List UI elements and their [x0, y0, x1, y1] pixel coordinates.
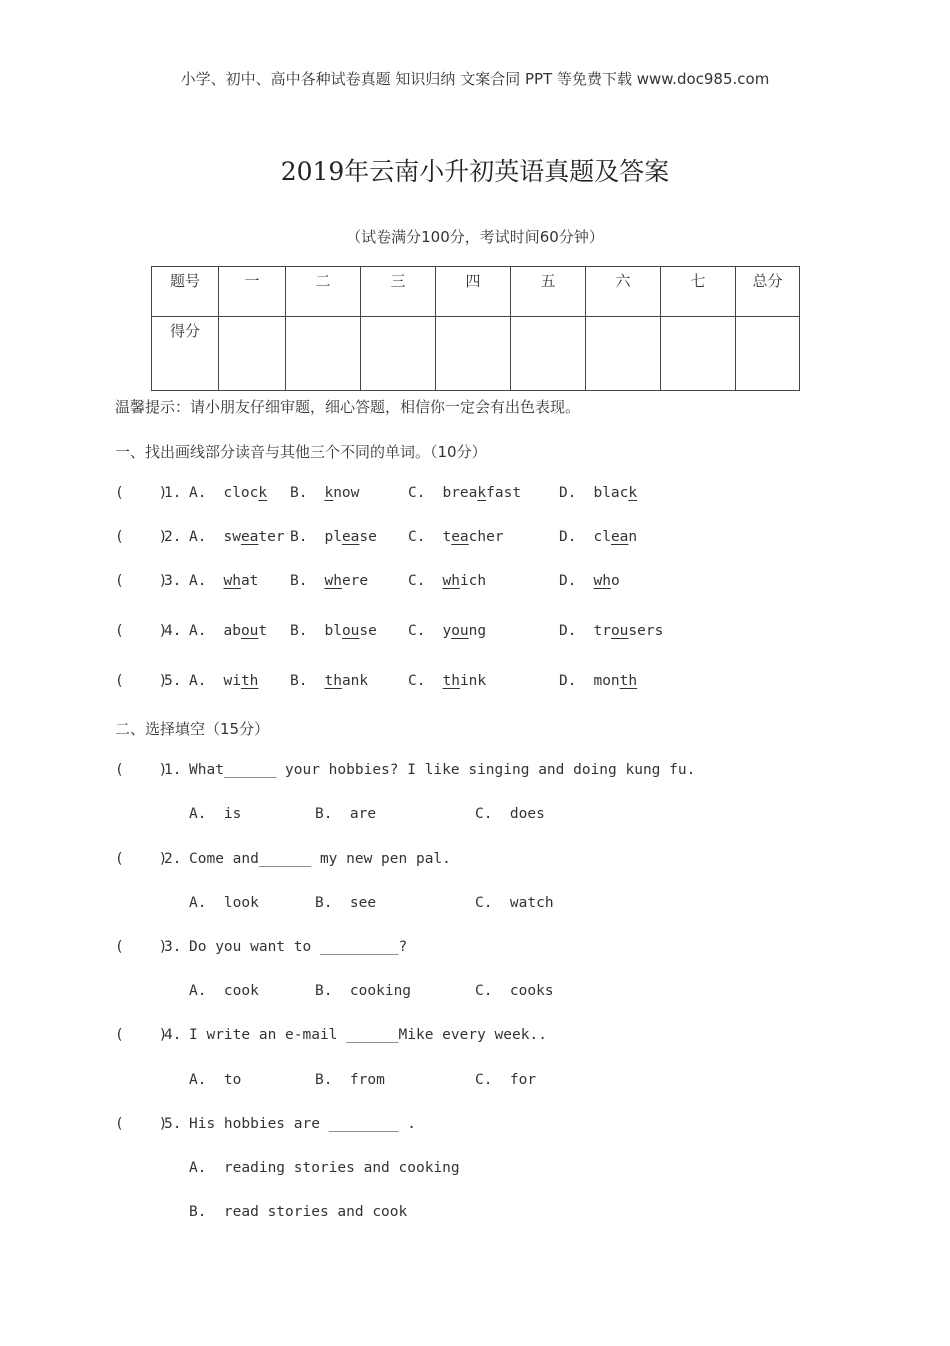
question-number: 2.	[164, 851, 182, 867]
option-word-prefix: wi	[223, 673, 241, 689]
score-cell: 三	[361, 267, 436, 317]
score-input-cell[interactable]	[736, 317, 800, 391]
option-word-underlined: k	[258, 485, 268, 501]
answer-option	[189, 623, 267, 639]
option-letter: C.	[408, 485, 426, 501]
option-word-suffix: se	[359, 529, 377, 545]
option-word-underlined: wh	[593, 573, 611, 589]
option-word-underlined: k	[477, 485, 487, 501]
score-cell: 七	[661, 267, 736, 317]
option-word-suffix: n	[628, 529, 638, 545]
score-cell-label: 题号	[152, 267, 219, 317]
option-letter: C.	[408, 529, 426, 545]
option-word-underlined: th	[442, 673, 460, 689]
answer-bracket[interactable]: ( )	[115, 485, 168, 501]
answer-option	[290, 573, 368, 589]
score-cell: 四	[436, 267, 511, 317]
answer-bracket[interactable]: ( )	[115, 851, 168, 867]
answer-option: C. watch	[475, 895, 554, 911]
score-input-cell[interactable]	[286, 317, 361, 391]
score-cell: 二	[286, 267, 361, 317]
option-word-prefix: brea	[442, 485, 478, 501]
option-word-prefix: bl	[324, 623, 342, 639]
option-letter: D.	[559, 573, 577, 589]
page-title: 2019年云南小升初英语真题及答案	[280, 157, 670, 186]
option-word-prefix: ab	[223, 623, 241, 639]
option-word-prefix: blac	[593, 485, 629, 501]
option-word-suffix: cher	[468, 529, 504, 545]
question-stem: Do you want to _________?	[189, 939, 408, 955]
answer-option	[408, 529, 504, 545]
score-table	[151, 266, 800, 391]
option-letter: B.	[290, 485, 308, 501]
option-word-suffix: se	[359, 623, 377, 639]
option-word-underlined: ou	[451, 623, 469, 639]
question-stem: What______ your hobbies? I like singing and doing kung fu.	[189, 762, 696, 778]
option-word-suffix: at	[240, 573, 259, 589]
answer-option	[559, 623, 663, 639]
score-cell-label: 得分	[152, 317, 219, 391]
answer-option	[559, 485, 637, 501]
question-number: 2.	[164, 529, 182, 545]
option-letter: B.	[290, 623, 308, 639]
answer-option	[559, 529, 637, 545]
answer-option: B. from	[315, 1072, 385, 1088]
option-word-prefix: cloc	[223, 485, 259, 501]
question-number: 1.	[164, 762, 182, 778]
option-word-underlined: ea	[240, 529, 259, 545]
answer-bracket[interactable]: ( )	[115, 573, 168, 589]
option-word-prefix: mon	[593, 673, 620, 689]
answer-option	[290, 485, 359, 501]
answer-bracket[interactable]: ( )	[115, 623, 168, 639]
option-letter: A.	[189, 485, 207, 501]
option-letter: D.	[559, 623, 577, 639]
question-stem: I write an e-mail ______Mike every week..	[189, 1027, 547, 1043]
option-letter: C.	[408, 573, 426, 589]
answer-option	[290, 673, 368, 689]
answer-bracket[interactable]: ( )	[115, 762, 168, 778]
option-word-suffix: ink	[459, 673, 487, 689]
score-input-cell[interactable]	[511, 317, 586, 391]
score-cell: 五	[511, 267, 586, 317]
exam-subtitle: （试卷满分100分，考试时间60分钟）	[346, 228, 604, 246]
question-number: 3.	[164, 939, 182, 955]
answer-option	[408, 623, 486, 639]
answer-option: A. cook	[189, 983, 259, 999]
option-letter: D.	[559, 673, 577, 689]
answer-option	[408, 485, 521, 501]
option-letter: A.	[189, 673, 207, 689]
option-word-prefix: tr	[593, 623, 611, 639]
option-word-underlined: wh	[223, 573, 241, 589]
option-word-suffix: ter	[258, 529, 285, 545]
option-word-underlined: th	[619, 673, 638, 689]
answer-option: A. reading stories and cooking	[189, 1160, 460, 1176]
question-number: 4.	[164, 1027, 182, 1043]
option-letter: B.	[290, 529, 308, 545]
score-input-cell[interactable]	[586, 317, 661, 391]
answer-option: B. cooking	[315, 983, 412, 999]
answer-bracket[interactable]: ( )	[115, 673, 168, 689]
option-word-suffix: o	[610, 573, 620, 589]
answer-option	[189, 673, 258, 689]
answer-option	[408, 673, 486, 689]
answer-option: B. read stories and cook	[189, 1204, 408, 1220]
answer-option: B. are	[315, 806, 377, 822]
answer-bracket[interactable]: ( )	[115, 1116, 168, 1132]
option-word-underlined: ea	[451, 529, 469, 545]
option-letter: A.	[189, 623, 207, 639]
option-letter: C.	[408, 673, 426, 689]
answer-option	[290, 529, 377, 545]
score-input-cell[interactable]	[219, 317, 286, 391]
option-word-suffix: sers	[628, 623, 664, 639]
score-cell-total: 总分	[736, 267, 800, 317]
option-word-underlined: ou	[240, 623, 259, 639]
score-table-score-row	[152, 317, 800, 391]
score-input-cell[interactable]	[436, 317, 511, 391]
option-word-underlined: ea	[610, 529, 629, 545]
answer-option: A. is	[189, 806, 242, 822]
section2-heading: 二、选择填空（15分）	[115, 720, 270, 738]
option-word-prefix: y	[442, 623, 452, 639]
answer-bracket[interactable]: ( )	[115, 1027, 168, 1043]
option-word-suffix: ere	[341, 573, 369, 589]
score-cell: 六	[586, 267, 661, 317]
question-number: 5.	[164, 1116, 182, 1132]
option-letter: A.	[189, 573, 207, 589]
option-letter: C.	[408, 623, 426, 639]
option-letter: A.	[189, 529, 207, 545]
score-input-cell[interactable]	[361, 317, 436, 391]
answer-option: B. see	[315, 895, 377, 911]
answer-option: C. for	[475, 1072, 537, 1088]
answer-option	[189, 485, 267, 501]
option-word-suffix: t	[258, 623, 268, 639]
answer-option	[189, 573, 258, 589]
option-word-suffix: ng	[468, 623, 487, 639]
option-letter: D.	[559, 529, 577, 545]
option-word-prefix: t	[442, 529, 452, 545]
section1-heading: 一、找出画线部分读音与其他三个不同的单词。（10分）	[115, 443, 487, 461]
question-stem: Come and______ my new pen pal.	[189, 851, 451, 867]
answer-option	[559, 573, 620, 589]
option-letter: D.	[559, 485, 577, 501]
option-word-prefix: pl	[324, 529, 342, 545]
answer-option: A. to	[189, 1072, 242, 1088]
option-word-underlined: ou	[341, 623, 360, 639]
option-word-underlined: ou	[610, 623, 629, 639]
score-table-header-row	[152, 267, 800, 317]
option-word-underlined: ea	[341, 529, 360, 545]
option-word-prefix: sw	[223, 529, 241, 545]
answer-option	[559, 673, 637, 689]
question-number: 5.	[164, 673, 182, 689]
option-word-suffix: ank	[341, 673, 369, 689]
option-word-suffix: now	[333, 485, 360, 501]
question-number: 1.	[164, 485, 182, 501]
option-word-underlined: k	[628, 485, 638, 501]
question-number: 4.	[164, 623, 182, 639]
question-stem: His hobbies are ________ .	[189, 1116, 416, 1132]
option-word-underlined: wh	[442, 573, 460, 589]
option-letter: B.	[290, 573, 308, 589]
option-letter: B.	[290, 673, 308, 689]
option-word-suffix: ich	[459, 573, 487, 589]
answer-bracket[interactable]: ( )	[115, 939, 168, 955]
option-word-prefix: cl	[593, 529, 611, 545]
page-header-banner: 小学、初中、高中各种试卷真题 知识归纳 文案合同 PPT 等免费下载 www.doc985.com	[180, 70, 770, 88]
answer-option	[189, 529, 285, 545]
score-input-cell[interactable]	[661, 317, 736, 391]
option-word-suffix: fast	[486, 485, 522, 501]
option-word-underlined: k	[324, 485, 334, 501]
question-number: 3.	[164, 573, 182, 589]
option-word-underlined: th	[324, 673, 342, 689]
answer-option: A. look	[189, 895, 259, 911]
answer-bracket[interactable]: ( )	[115, 529, 168, 545]
answer-option	[408, 573, 486, 589]
answer-option	[290, 623, 377, 639]
score-cell: 一	[219, 267, 286, 317]
answer-option: C. cooks	[475, 983, 554, 999]
option-word-underlined: wh	[324, 573, 342, 589]
tip-text: 温馨提示：请小朋友仔细审题，细心答题，相信你一定会有出色表现。	[115, 398, 581, 416]
option-word-underlined: th	[240, 673, 259, 689]
answer-option: C. does	[475, 806, 545, 822]
